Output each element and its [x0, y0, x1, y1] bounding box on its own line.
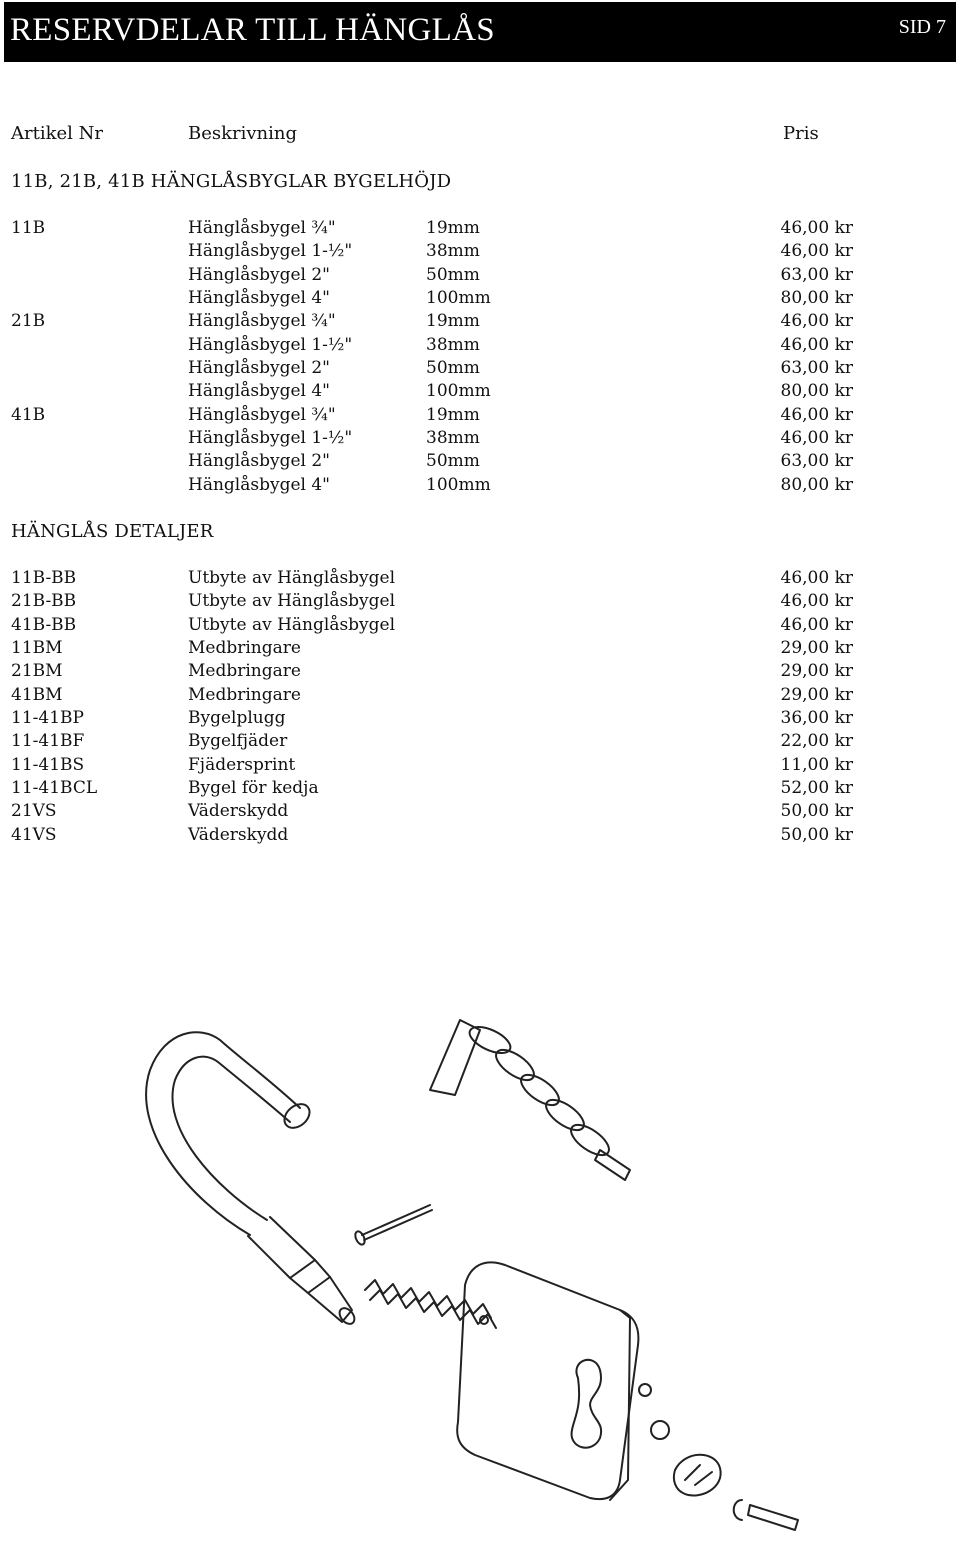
article-number: 21VS [11, 801, 57, 822]
item-price: 50,00 kr [780, 824, 853, 845]
price-row [0, 567, 960, 590]
item-size: 19mm [426, 311, 480, 332]
shackle-drawing [146, 1032, 357, 1327]
article-number: 21B-BB [11, 591, 77, 612]
item-price: 63,00 kr [780, 358, 853, 379]
column-header-description: Beskrivning [188, 123, 298, 144]
article-number: 41B [11, 404, 46, 425]
item-description: Fjädersprint [188, 754, 296, 775]
article-number: 11B [11, 218, 46, 238]
item-description: Hänglåsbygel ¾" [188, 404, 336, 425]
item-price: 46,00 kr [780, 218, 853, 238]
article-number: 41BM [11, 684, 63, 705]
price-row [0, 614, 960, 637]
spring-drawing [365, 1280, 496, 1328]
item-size: 100mm [426, 474, 491, 495]
price-row [0, 474, 960, 497]
article-number: 11B-BB [11, 568, 77, 588]
item-price: 46,00 kr [780, 428, 853, 449]
article-number: 21BM [11, 661, 63, 682]
item-description: Bygelplugg [188, 708, 286, 729]
item-size: 50mm [426, 264, 480, 285]
item-description: Hänglåsbygel 1-½" [188, 241, 353, 262]
item-size: 100mm [426, 381, 491, 402]
item-description: Medbringare [188, 684, 301, 705]
price-row [0, 800, 960, 823]
price-row [0, 404, 960, 427]
price-row [0, 824, 960, 847]
price-row [0, 590, 960, 613]
price-row [0, 380, 960, 403]
item-description: Hänglåsbygel ¾" [188, 311, 336, 332]
item-price: 22,00 kr [780, 731, 853, 752]
page-number: SID 7 [898, 16, 946, 38]
price-row [0, 240, 960, 263]
item-size: 38mm [426, 241, 480, 262]
item-price: 80,00 kr [780, 288, 853, 309]
price-row [0, 287, 960, 310]
item-price: 50,00 kr [780, 801, 853, 822]
item-description: Hänglåsbygel 2" [188, 451, 330, 472]
section-title-details: HÄNGLÅS DETALJER [11, 521, 214, 542]
item-description: Hänglåsbygel 1-½" [188, 334, 353, 355]
item-size: 100mm [426, 288, 491, 309]
item-size: 50mm [426, 451, 480, 472]
item-description: Utbyte av Hänglåsbygel [188, 614, 396, 635]
price-row [0, 707, 960, 730]
price-row [0, 357, 960, 380]
item-size: 19mm [426, 404, 480, 425]
item-size: 50mm [426, 358, 480, 379]
price-row [0, 427, 960, 450]
item-description: Hänglåsbygel ¾" [188, 218, 336, 238]
column-header-price: Pris [783, 123, 819, 144]
price-row [0, 334, 960, 357]
item-price: 46,00 kr [780, 614, 853, 635]
article-number: 41VS [11, 824, 57, 845]
item-price: 46,00 kr [780, 334, 853, 355]
article-number: 11-41BP [11, 708, 84, 729]
item-description: Bygel för kedja [188, 778, 319, 799]
item-price: 80,00 kr [780, 474, 853, 495]
item-price: 46,00 kr [780, 404, 853, 425]
item-price: 52,00 kr [780, 778, 853, 799]
price-row [0, 264, 960, 287]
lock-body-drawing [457, 1262, 638, 1500]
shackle-price-list [0, 217, 960, 497]
column-headers [0, 120, 960, 148]
item-price: 46,00 kr [780, 241, 853, 262]
item-description: Hänglåsbygel 4" [188, 288, 330, 309]
item-description: Medbringare [188, 638, 301, 659]
item-price: 46,00 kr [780, 568, 853, 588]
item-description: Utbyte av Hänglåsbygel [188, 591, 396, 612]
item-description: Utbyte av Hänglåsbygel [188, 568, 396, 588]
small-parts-drawing [639, 1384, 798, 1530]
item-price: 63,00 kr [780, 451, 853, 472]
item-price: 29,00 kr [780, 684, 853, 705]
price-row [0, 310, 960, 333]
column-header-article: Artikel Nr [11, 123, 103, 144]
price-row [0, 777, 960, 800]
price-row [0, 660, 960, 683]
item-size: 38mm [426, 428, 480, 449]
price-row [0, 637, 960, 660]
item-description: Bygelfjäder [188, 731, 288, 752]
item-description: Hänglåsbygel 1-½" [188, 428, 353, 449]
item-description: Väderskydd [188, 824, 289, 845]
item-description: Väderskydd [188, 801, 289, 822]
price-row [0, 217, 960, 240]
item-price: 46,00 kr [780, 591, 853, 612]
price-row [0, 684, 960, 707]
article-number: 11-41BCL [11, 778, 98, 799]
item-price: 11,00 kr [780, 754, 853, 775]
price-row [0, 450, 960, 473]
item-description: Hänglåsbygel 2" [188, 264, 330, 285]
item-price: 80,00 kr [780, 381, 853, 402]
padlock-exploded-illustration [130, 1010, 850, 1550]
item-price: 36,00 kr [780, 708, 853, 729]
section-title-shackles: 11B, 21B, 41B HÄNGLÅSBYGLAR BYGELHÖJD [11, 171, 452, 192]
chain-drawing [430, 1020, 630, 1180]
item-price: 29,00 kr [780, 661, 853, 682]
page-header [4, 2, 956, 62]
spring-pin-drawing [353, 1205, 432, 1246]
article-number: 11BM [11, 638, 63, 659]
article-number: 11-41BS [11, 754, 85, 775]
page-title: RESERVDELAR TILL HÄNGLÅS [10, 12, 495, 48]
item-size: 19mm [426, 218, 480, 238]
item-size: 38mm [426, 334, 480, 355]
item-description: Hänglåsbygel 2" [188, 358, 330, 379]
item-description: Medbringare [188, 661, 301, 682]
price-row [0, 754, 960, 777]
item-price: 46,00 kr [780, 311, 853, 332]
article-number: 21B [11, 311, 46, 332]
article-number: 11-41BF [11, 731, 85, 752]
article-number: 41B-BB [11, 614, 77, 635]
detail-price-list [0, 567, 960, 847]
item-price: 63,00 kr [780, 264, 853, 285]
item-price: 29,00 kr [780, 638, 853, 659]
price-row [0, 730, 960, 753]
item-description: Hänglåsbygel 4" [188, 381, 330, 402]
item-description: Hänglåsbygel 4" [188, 474, 330, 495]
